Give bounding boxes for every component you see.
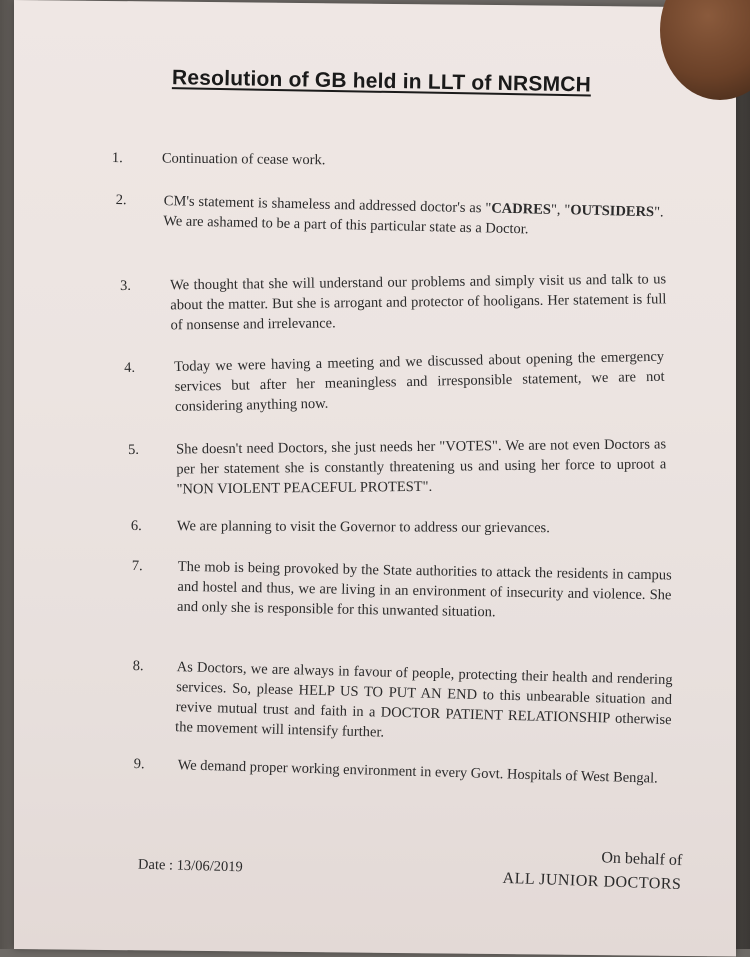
item-number: 2. — [115, 191, 127, 209]
item-number: 9. — [133, 755, 145, 773]
item-text — [177, 516, 657, 539]
item-number: 6. — [130, 518, 142, 535]
signoff-on-behalf: On behalf of — [601, 849, 683, 870]
item-number: 7. — [131, 557, 143, 575]
text-run: The mob is being provoked by the State authorities to attack the residents in campus and hostel and thus, we are living in an environment of insecurity and violence. She and only she is responsible for this unwanted situation. — [176, 558, 672, 621]
text-run: Today we were having a meeting and we discussed about opening the emergency services but after her meaningless and irresponsible statement, we are not considering anything now. — [174, 348, 665, 415]
signoff-signatory: ALL JUNIOR DOCTORS — [502, 869, 682, 894]
text-run: We thought that she will understand our problems and simply visit us and talk to us about the matter. But she is arrogant and protector of hooligans. Her statement is full of nonsense and irrelevance. — [170, 271, 667, 334]
signoff-block — [502, 843, 682, 897]
item-text — [176, 434, 667, 499]
item-number: 8. — [132, 657, 144, 675]
item-text — [174, 347, 665, 417]
text-run: As Doctors, we are always in favour of people, protecting their health and rendering services. So, please HELP US TO PUT AN END to this unbearable situation and revive mutual trust and faith in a DOCTOR PATIENT RELATIONSHIP otherwise the movement will intensify further. — [174, 659, 673, 741]
text-run: ". We are ashamed to be a part of this particular state as a Doctor. — [163, 204, 664, 238]
item-number: 1. — [111, 149, 123, 167]
text-run: CM's statement is shameless and addressed doctor's as " — [163, 193, 492, 217]
item-text — [175, 657, 673, 750]
item-text — [170, 269, 667, 335]
text-run: We demand proper working environment in every Govt. Hospitals of West Bengal. — [177, 757, 658, 787]
item-text — [177, 557, 672, 626]
document-title: Resolution of GB held in LLT of NRSMCH — [171, 66, 592, 97]
item-number: 4. — [124, 359, 136, 376]
text-run: ", " — [550, 201, 571, 219]
text-run: Continuation of cease work. — [161, 150, 326, 169]
text-run: We are planning to visit the Governor to address our grievances. — [176, 518, 550, 537]
emphasized-text: CADRES — [491, 200, 552, 218]
date-label: Date : 13/06/2019 — [137, 856, 243, 876]
emphasized-text: OUTSIDERS — [570, 202, 655, 221]
item-number: 5. — [128, 441, 140, 458]
item-number: 3. — [120, 277, 132, 294]
text-run: She doesn't need Doctors, she just needs her "VOTES". We are not even Doctors as per her statement she is constantly threatening us and using her force to uproot a "NON VIOLENT PEACEFUL PROTEST". — [176, 436, 667, 498]
